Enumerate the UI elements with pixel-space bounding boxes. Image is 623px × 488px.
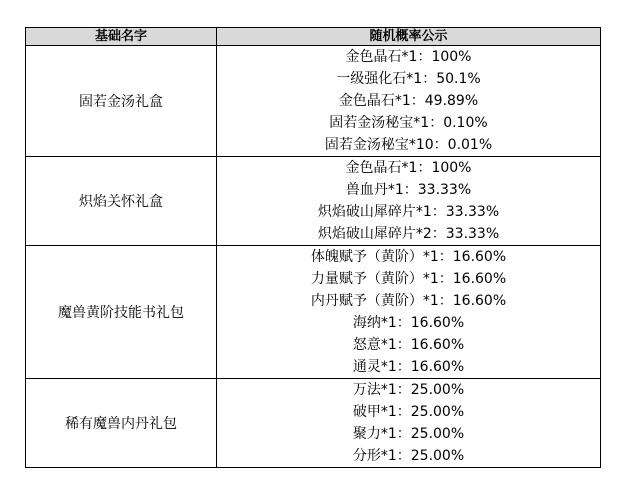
table-body xyxy=(26,46,601,468)
item-line: 海纳*1：16.60% xyxy=(352,315,465,331)
item-line: 分形*1：25.00% xyxy=(352,448,465,464)
header-name: 基础名字 xyxy=(26,28,217,46)
item-line: 破甲*1：25.00% xyxy=(352,404,465,420)
table-row xyxy=(26,379,601,468)
pack-items xyxy=(217,157,601,246)
pack-name: 稀有魔兽内丹礼包 xyxy=(26,379,217,468)
table-row xyxy=(26,157,601,246)
item-line: 万法*1：25.00% xyxy=(352,382,465,398)
table-row xyxy=(26,46,601,157)
table-row xyxy=(26,246,601,379)
header-row xyxy=(26,28,601,46)
item-line: 通灵*1：16.60% xyxy=(352,359,465,375)
item-line: 固若金汤秘宝*1：0.10% xyxy=(329,115,488,131)
pack-items xyxy=(217,46,601,157)
item-line: 力量赋予（黄阶）*1：16.60% xyxy=(310,271,507,287)
header-probability: 随机概率公示 xyxy=(217,28,601,46)
item-line: 兽血丹*1：33.33% xyxy=(345,182,472,198)
item-line: 固若金汤秘宝*10：0.01% xyxy=(324,137,493,153)
item-line: 一级强化石*1：50.1% xyxy=(336,71,481,87)
item-line: 怒意*1：16.60% xyxy=(352,337,465,353)
item-line: 金色晶石*1：100% xyxy=(345,49,472,65)
item-line: 炽焰破山犀碎片*2：33.33% xyxy=(317,226,500,242)
pack-items xyxy=(217,379,601,468)
item-line: 金色晶石*1：49.89% xyxy=(338,93,479,109)
item-line: 体魄赋予（黄阶）*1：16.60% xyxy=(310,249,507,265)
item-line: 内丹赋予（黄阶）*1：16.60% xyxy=(310,293,507,309)
probability-table xyxy=(25,27,601,468)
pack-name: 固若金汤礼盒 xyxy=(26,46,217,157)
pack-name: 魔兽黄阶技能书礼包 xyxy=(26,246,217,379)
item-line: 聚力*1：25.00% xyxy=(352,426,465,442)
item-line: 金色晶石*1：100% xyxy=(345,160,472,176)
pack-name: 炽焰关怀礼盒 xyxy=(26,157,217,246)
pack-items xyxy=(217,246,601,379)
item-line: 炽焰破山犀碎片*1：33.33% xyxy=(317,204,500,220)
